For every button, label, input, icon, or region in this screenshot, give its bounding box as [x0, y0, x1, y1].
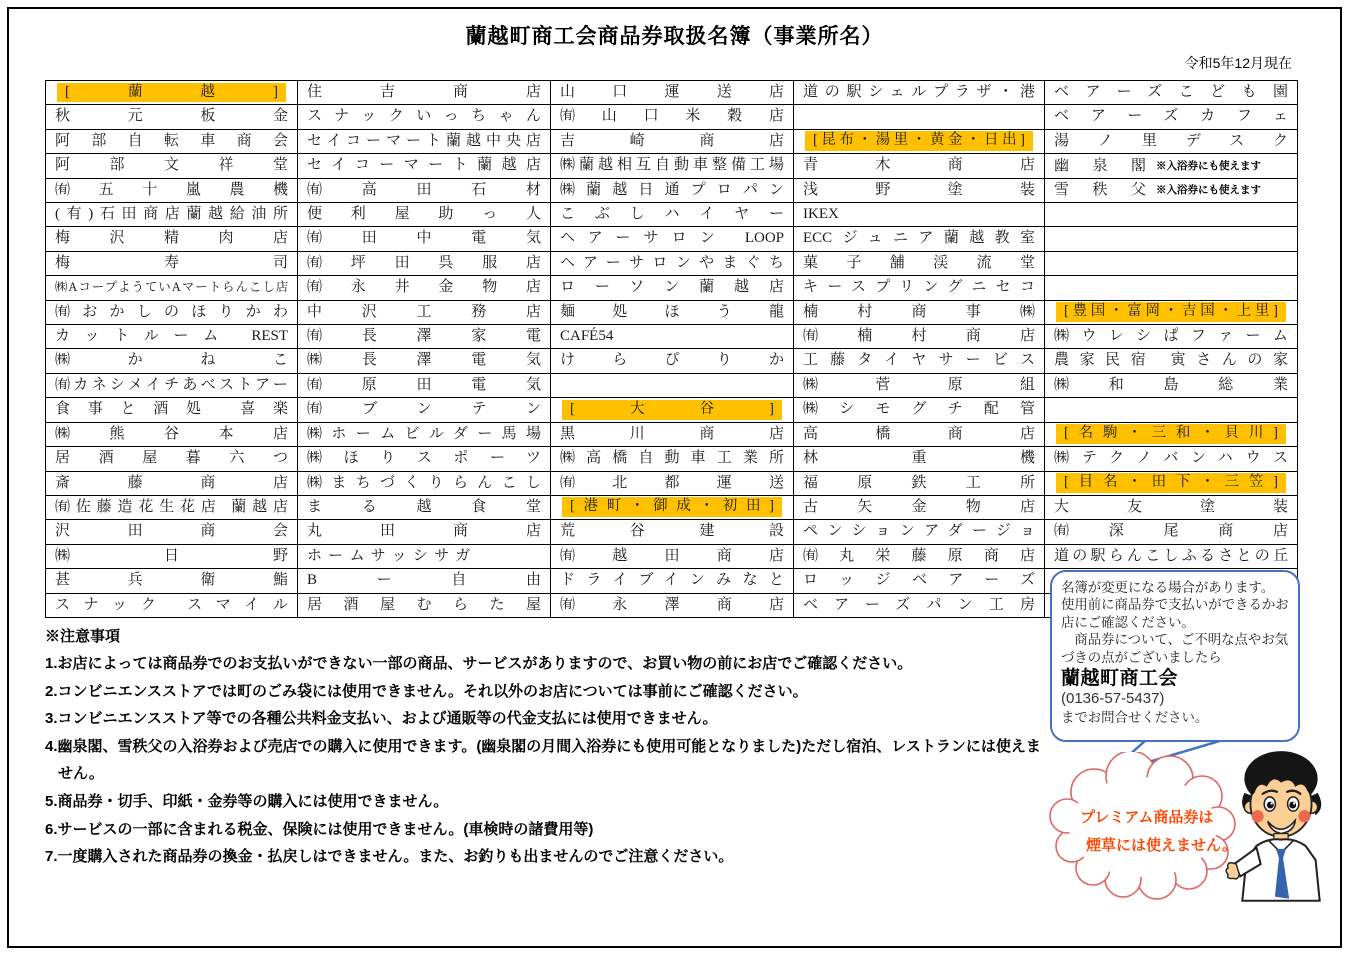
business-cell: ヘアーサロン LOOP	[551, 227, 793, 251]
business-cell: 阿部文祥堂	[46, 154, 297, 178]
district-header: [蘭越]	[46, 81, 297, 105]
business-cell: 沢田商会	[46, 520, 297, 544]
business-cell: ベアーズこども園	[1045, 81, 1297, 105]
business-cell: 青木商店	[794, 154, 1044, 178]
business-cell: ベアーズパン工房	[794, 594, 1044, 618]
business-cell: ㈲永澤商店	[551, 594, 793, 618]
callout-closing: までお問合せください。	[1061, 709, 1209, 725]
business-cell: ㈲佐藤造花生花店 蘭越店	[46, 496, 297, 520]
district-header: [名駒・三和・貝川]	[1045, 423, 1297, 447]
table-column	[1044, 81, 1297, 618]
business-cell: ㈱蘭越日通プロパン	[551, 179, 793, 203]
callout-line: 名簿が変更になる場合があります。	[1061, 580, 1275, 595]
table-column	[550, 81, 793, 618]
business-cell: ㈲深尾商店	[1045, 520, 1297, 544]
empty-cell	[1045, 398, 1297, 422]
business-cell: ㈱まちづくりらんこし	[298, 472, 550, 496]
business-cell: 麺処ほう龍	[551, 301, 793, 325]
cloud-text-line2: 煙草には使えません。	[1086, 837, 1237, 854]
business-cell: 便利屋助っ人	[298, 203, 550, 227]
business-cell: ドライブインみなと	[551, 569, 793, 593]
business-cell: ㈲北都運送	[551, 472, 793, 496]
district-header: [豊国・富岡・吉国・上里]	[1045, 301, 1297, 325]
notes-heading: ※注意事項	[45, 628, 121, 645]
business-cell: 浅野塗装	[794, 179, 1044, 203]
business-cell: ㈱テクノバンハウス	[1045, 447, 1297, 471]
business-cell: ホームサッシサガ	[298, 545, 550, 569]
business-cell: ㈲原田電気	[298, 374, 550, 398]
callout-text	[1061, 579, 1289, 666]
business-cell: ㈱和島総業	[1045, 374, 1297, 398]
business-cell: ㈱日野	[46, 545, 297, 569]
business-cell: 幽泉閣 ※入浴券にも使えます	[1045, 154, 1297, 178]
business-cell: 山口運送店	[551, 81, 793, 105]
business-cell: 居酒屋暮六つ	[46, 447, 297, 471]
business-cell: 楠村商事㈱	[794, 301, 1044, 325]
notes-section	[45, 624, 1055, 871]
business-cell: セイコーマート蘭越中央店	[298, 130, 550, 154]
business-cell: まる越食堂	[298, 496, 550, 520]
business-cell: ㈲カネシメイチあべストアー	[46, 374, 297, 398]
business-table	[45, 80, 1298, 618]
business-cell: 福原鉄工所	[794, 472, 1044, 496]
business-cell: 荒谷建設	[551, 520, 793, 544]
business-cell: 農家民宿 寅さんの家	[1045, 349, 1297, 373]
business-cell: セイコーマート蘭越店	[298, 154, 550, 178]
cloud-bubble	[1046, 752, 1242, 904]
note-item: せん。	[58, 765, 104, 783]
business-cell: ㈱ホームビルダー馬場	[298, 423, 550, 447]
business-cell: 梅寿司	[46, 252, 297, 276]
business-cell: 雪秩父 ※入浴券にも使えます	[1045, 179, 1297, 203]
business-cell: 斎藤商店	[46, 472, 297, 496]
business-cell: ㈱AコープようていAマートらんこし店	[46, 276, 297, 300]
callout-line: 商品券について、ご不明な点やお気づきの点がございましたら	[1061, 632, 1289, 665]
note-item: 4.幽泉閣、雪秩父の入浴券および売店での購入に使用できます。(幽泉閣の月間入浴券にも使用可能となりました)ただし宿泊、レストランには使えま	[45, 737, 1041, 755]
business-cell: 道の駅シェルプラザ・港	[794, 81, 1044, 105]
district-header: [昆布・湯里・黄金・日出]	[794, 130, 1044, 154]
empty-cell	[794, 105, 1044, 129]
cloud-shape	[1046, 752, 1242, 904]
note-item: 3.コンビニエンスストア等での各種公共料金支払い、および通販等の代金支払には使用できません。	[45, 710, 718, 728]
notes-list	[45, 650, 1055, 871]
note-item: 7.一度購入された商品券の換金・払戻しはできません。また、お釣りも出ませんのでご注意ください。	[45, 848, 734, 866]
business-cell: カットルーム REST	[46, 325, 297, 349]
business-cell: ㈱かねこ	[46, 349, 297, 373]
business-cell: ㈲坪田呉服店	[298, 252, 550, 276]
callout-line: 使用前に商品券で支払いができるかお店にご確認ください。	[1061, 597, 1289, 630]
business-cell: ㈱ウレシぱファーム	[1045, 325, 1297, 349]
business-cell: ㈱菅原組	[794, 374, 1044, 398]
note-item: 1.お店によっては商品券でのお支払いができない一部の商品、サービスがありますので、お買い物の前にお店でご確認ください。	[45, 655, 913, 672]
business-cell: ㈲高田石材	[298, 179, 550, 203]
business-cell: 甚兵衛鮨	[46, 569, 297, 593]
business-cell: ㈲永井金物店	[298, 276, 550, 300]
business-cell: 食事と酒処 喜楽	[46, 398, 297, 422]
mascot-character	[1224, 746, 1338, 914]
cloud-text-line1: プレミアム商品券は	[1080, 809, 1214, 826]
business-cell: 湯ノ里デスク	[1045, 130, 1297, 154]
business-cell: ㈲五十嵐農機	[46, 179, 297, 203]
business-cell: ㈲長澤家電	[298, 325, 550, 349]
business-cell: 黒川商店	[551, 423, 793, 447]
business-cell: ㈲田中電気	[298, 227, 550, 251]
business-cell: キースプリングニセコ	[794, 276, 1044, 300]
business-cell: ベアーズカフェ	[1045, 105, 1297, 129]
business-cell: けらぴりか	[551, 349, 793, 373]
table-column	[45, 81, 297, 618]
business-cell: ㈱ほりスポーツ	[298, 447, 550, 471]
business-cell: 古矢金物店	[794, 496, 1044, 520]
district-header: [港町・御成・初田]	[551, 496, 793, 520]
business-cell: 工藤タイヤサービス	[794, 349, 1044, 373]
business-cell: ㈲山口米穀店	[551, 105, 793, 129]
info-callout	[1050, 570, 1300, 742]
empty-cell	[1045, 227, 1297, 251]
empty-cell	[551, 374, 793, 398]
empty-cell	[1045, 203, 1297, 227]
business-cell: 道の駅らんこしふるさとの丘	[1045, 545, 1297, 569]
empty-cell	[1045, 252, 1297, 276]
business-cell: ㈲ブンテン	[298, 398, 550, 422]
org-name: 蘭越町商工会	[1061, 668, 1179, 690]
business-cell: ㈲越田商店	[551, 545, 793, 569]
business-cell: ECCジュニア蘭越教室	[794, 227, 1044, 251]
business-cell: (有)石田商店蘭越給油所	[46, 203, 297, 227]
business-cell: 林重機	[794, 447, 1044, 471]
table-column	[793, 81, 1044, 618]
business-cell: Bー自由	[298, 569, 550, 593]
table-column	[297, 81, 550, 618]
org-phone: (0136-57-5437)	[1061, 689, 1165, 707]
business-cell: ㈲丸栄藤原商店	[794, 545, 1044, 569]
business-cell: ㈱シモグチ配管	[794, 398, 1044, 422]
business-cell: 阿部自転車商会	[46, 130, 297, 154]
business-cell: 梅沢精肉店	[46, 227, 297, 251]
business-cell: 吉崎商店	[551, 130, 793, 154]
business-cell: こぶしハイヤー	[551, 203, 793, 227]
business-cell: スナック スマイル	[46, 594, 297, 618]
business-cell: 中沢工務店	[298, 301, 550, 325]
business-cell: 住吉商店	[298, 81, 550, 105]
empty-cell	[1045, 276, 1297, 300]
business-cell: 高橋商店	[794, 423, 1044, 447]
business-cell: スナックいっちゃん	[298, 105, 550, 129]
district-header: [目名・田下・三笠]	[1045, 472, 1297, 496]
business-cell: 居酒屋むらた屋	[298, 594, 550, 618]
business-cell: ㈱蘭越相互自動車整備工場	[551, 154, 793, 178]
business-cell: 秋元板金	[46, 105, 297, 129]
date-note: 令和5年12月現在	[1184, 55, 1292, 71]
business-cell: ローソン蘭越店	[551, 276, 793, 300]
page-title: 蘭越町商工会商品券取扱名簿（事業所名）	[465, 25, 884, 48]
business-cell: CAFÉ54	[551, 325, 793, 349]
district-header: [大谷]	[551, 398, 793, 422]
business-cell: 大友塗装	[1045, 496, 1297, 520]
business-cell: ペンションアダージョ	[794, 520, 1044, 544]
note-item: 5.商品券・切手、印紙・金券等の購入には使用できません。	[45, 792, 449, 810]
business-cell: ヘアーサロンやまぐち	[551, 252, 793, 276]
business-cell: ㈲おかしのほりかわ	[46, 301, 297, 325]
business-cell: IKEX	[794, 203, 1044, 227]
business-cell: ㈱長澤電気	[298, 349, 550, 373]
business-cell: ㈱熊谷本店	[46, 423, 297, 447]
note-item: 2.コンビニエンスストアでは町のごみ袋には使用できません。それ以外のお店については事前にご確認ください。	[45, 682, 808, 700]
business-cell: ㈲楠村商店	[794, 325, 1044, 349]
business-cell: 菓子舗渓流堂	[794, 252, 1044, 276]
note-item: 6.サービスの一部に含まれる税金、保険には使用できません。(車検時の諸費用等)	[45, 820, 594, 838]
business-cell: 丸田商店	[298, 520, 550, 544]
business-cell: ㈱高橋自動車工業所	[551, 447, 793, 471]
business-cell: ロッジベアーズ	[794, 569, 1044, 593]
